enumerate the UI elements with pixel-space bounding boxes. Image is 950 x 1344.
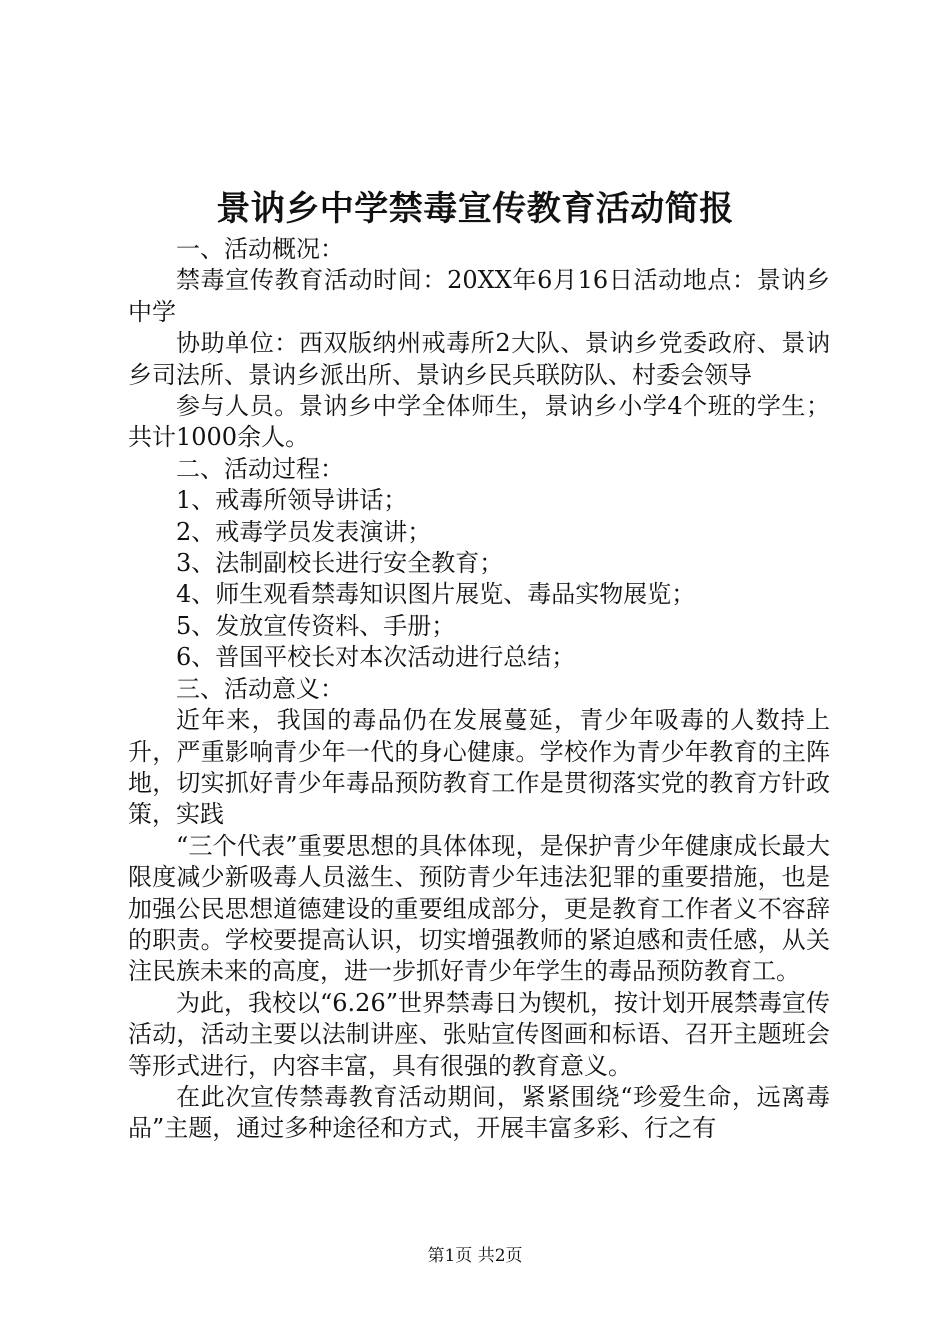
page-number-footer: 第1页 共2页	[427, 1246, 523, 1266]
list-item: 1、戒毒所领导讲话；	[176, 486, 408, 515]
paragraph-significance-2: “三个代表”重要思想的具体体现，是保护青少年健康成长最大限度减少新吸毒人员滋生、预防青少年违法犯罪的重要措施，也是加强公民思想道德建设的重要组成部分，更是教育工作者义不容辞的职责。学校要提高认识，切实增强教师的紧迫感和责任感，从关注民族未来的高度，进一步抓好青少年学生的毒品预防教育工。	[128, 831, 830, 986]
paragraph-section-3-heading: 三、活动意义：	[176, 674, 344, 703]
list-item: 6、普国平校长对本次活动进行总结；	[176, 643, 576, 672]
list-item: 4、师生观看禁毒知识图片展览、毒品实物展览；	[176, 580, 696, 609]
paragraph-section-2-heading: 二、活动过程：	[176, 454, 344, 483]
paragraph-significance-4: 在此次宣传禁毒教育活动期间，紧紧围绕“珍爱生命，远离毒品”主题，通过多种途径和方式，开展丰富多彩、行之有	[128, 1082, 830, 1143]
paragraph-significance-3: 为此，我校以“6.26”世界禁毒日为锲机，按计划开展禁毒宣传活动，活动主要以法制讲座、张贴宣传图画和标语、召开主题班会等形式进行，内容丰富，具有很强的教育意义。	[128, 988, 830, 1080]
paragraph-time-location: 禁毒宣传教育活动时间：20XX年6月16日活动地点：景讷乡中学	[128, 266, 830, 326]
list-item: 5、发放宣传资料、手册；	[176, 611, 456, 640]
paragraph-section-1-heading: 一、活动概况：	[176, 235, 344, 263]
list-item: 3、法制副校长进行安全教育；	[176, 549, 504, 578]
paragraph-assisting-units: 协助单位：西双版纳州戒毒所2大队、景讷乡党委政府、景讷乡司法所、景讷乡派出所、景讷乡民兵联防队、村委会领导	[128, 329, 830, 389]
paragraph-significance-1: 近年来，我国的毒品仍在发展蔓延，青少年吸毒的人数持上升，严重影响青少年一代的身心健康。学校作为青少年教育的主阵地，切实抓好青少年毒品预防教育工作是贯彻落实党的教育方针政策，实践	[128, 706, 830, 829]
paragraph-participants: 参与人员。景讷乡中学全体师生，景讷乡小学4个班的学生；共计1000余人。	[128, 392, 830, 452]
document-body	[128, 234, 830, 1145]
document-title: 景讷乡中学禁毒宣传教育活动简报	[216, 189, 734, 229]
list-item: 2、戒毒学员发表演讲；	[176, 517, 432, 546]
